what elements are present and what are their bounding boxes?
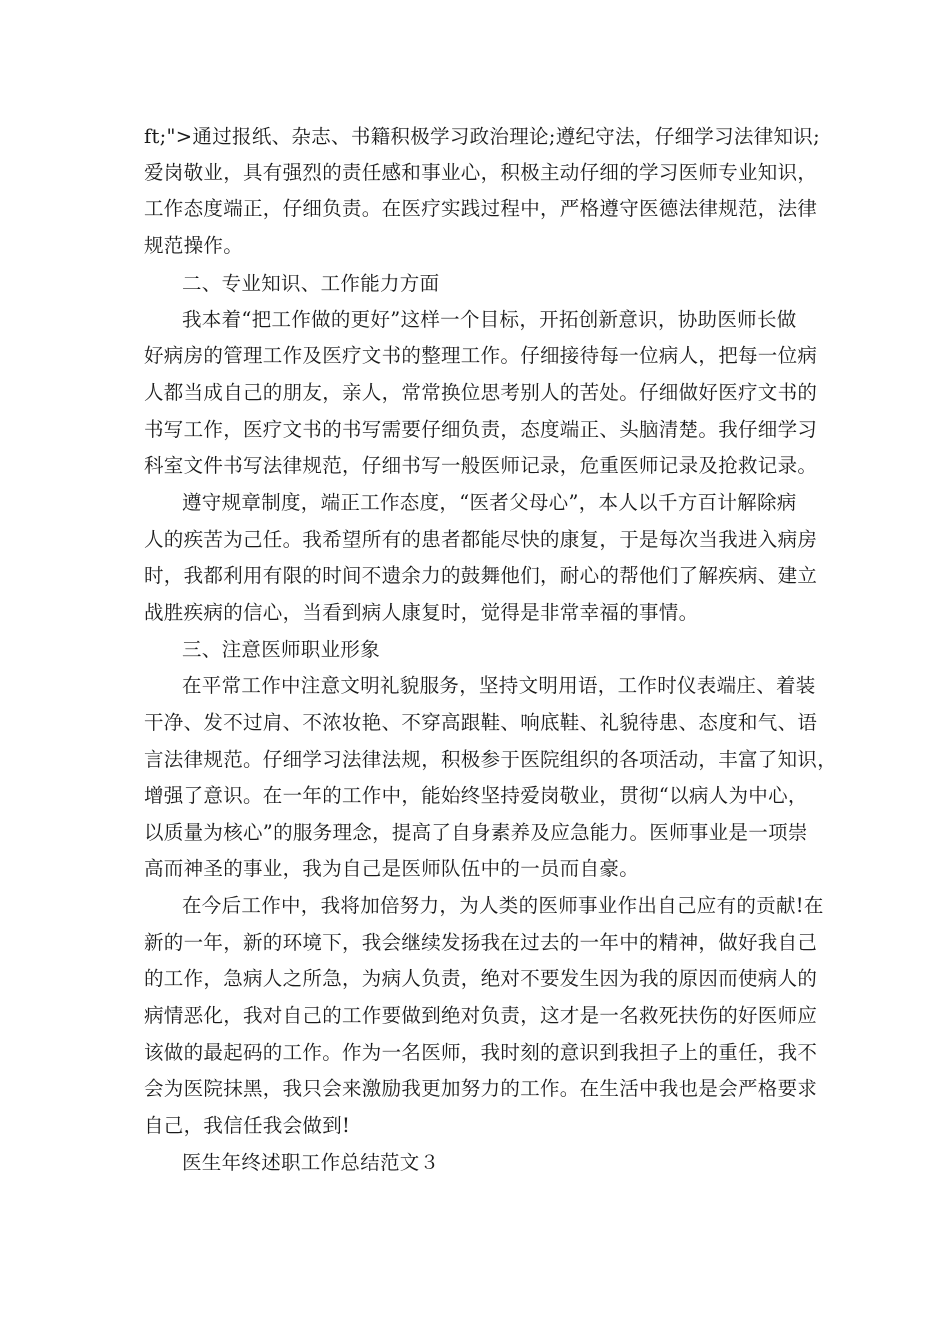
body-text-line: 高而神圣的事业，我为自己是医师队伍中的一员而自豪。 <box>144 857 640 880</box>
body-text-line: 书写工作，医疗文书的书写需要仔细负责，态度端正、头脑清楚。我仔细学习 <box>144 418 818 441</box>
body-text-line: 遵守规章制度，端正工作态度，“医者父母心”，本人以千方百计解除病 <box>182 491 797 514</box>
body-text-line: 言法律规范。仔细学习法律法规，积极参于医院组织的各项活动，丰富了知识， <box>144 748 838 771</box>
body-text-line: 人的疾苦为己任。我希望所有的患者都能尽快的康复，于是每次当我进入病房 <box>144 528 818 551</box>
body-text-line: 自己，我信任我会做到! <box>144 1114 351 1137</box>
body-text-line: 在平常工作中注意文明礼貌服务，坚持文明用语，工作时仪表端庄、着装 <box>182 674 816 697</box>
section-heading: 二、专业知识、工作能力方面 <box>182 272 440 295</box>
body-text-line: ft;">通过报纸、杂志、书籍积极学习政治理论;遵纪守法，仔细学习法律知识; <box>144 125 820 148</box>
body-text-line: 以质量为核心”的服务理念，提高了自身素养及应急能力。医师事业是一项崇 <box>144 821 808 844</box>
body-text-line: 科室文件书写法律规范，仔细书写一般医师记录，危重医师记录及抢救记录。 <box>144 454 818 477</box>
section-heading: 医生年终述职工作总结范文３ <box>182 1151 440 1174</box>
body-text-line: 好病房的管理工作及医疗文书的整理工作。仔细接待每一位病人，把每一位病 <box>144 344 818 367</box>
body-text-line: 会为医院抹黑，我只会来激励我更加努力的工作。在生活中我也是会严格要求 <box>144 1077 818 1100</box>
body-text-line: 在今后工作中，我将加倍努力，为人类的医师事业作出自己应有的贡献!在 <box>182 894 824 917</box>
body-text-line: 爱岗敬业，具有强烈的责任感和事业心，积极主动仔细的学习医师专业知识， <box>144 161 818 184</box>
body-text-line: 时，我都利用有限的时间不遗余力的鼓舞他们，耐心的帮他们了解疾病、建立 <box>144 564 818 587</box>
body-text-line: 人都当成自己的朋友，亲人，常常换位思考别人的苦处。仔细做好医疗文书的 <box>144 381 818 404</box>
body-text-line: 该做的最起码的工作。作为一名医师，我时刻的意识到我担子上的重任，我不 <box>144 1041 818 1064</box>
body-text-line: 新的一年，新的环境下，我会继续发扬我在过去的一年中的精神，做好我自己 <box>144 931 818 954</box>
body-text-line: 增强了意识。在一年的工作中，能始终坚持爱岗敬业，贯彻“以病人为中心， <box>144 784 808 807</box>
body-text-line: 干净、发不过肩、不浓妆艳、不穿高跟鞋、响底鞋、礼貌待患、态度和气、语 <box>144 711 818 734</box>
body-text-line: 的工作，急病人之所急，为病人负责，绝对不要发生因为我的原因而使病人的 <box>144 967 818 990</box>
body-text-line: 我本着“把工作做的更好”这样一个目标，开拓创新意识，协助医师长做 <box>182 308 797 331</box>
body-text-line: 病情恶化，我对自己的工作要做到绝对负责，这才是一名救死扶伤的好医师应 <box>144 1004 818 1027</box>
body-text-line: 规范操作。 <box>144 234 244 257</box>
body-text-line: 战胜疾病的信心，当看到病人康复时，觉得是非常幸福的事情。 <box>144 601 699 624</box>
body-text-line: 工作态度端正，仔细负责。在医疗实践过程中，严格遵守医德法律规范，法律 <box>144 197 818 220</box>
section-heading: 三、注意医师职业形象 <box>182 638 381 661</box>
